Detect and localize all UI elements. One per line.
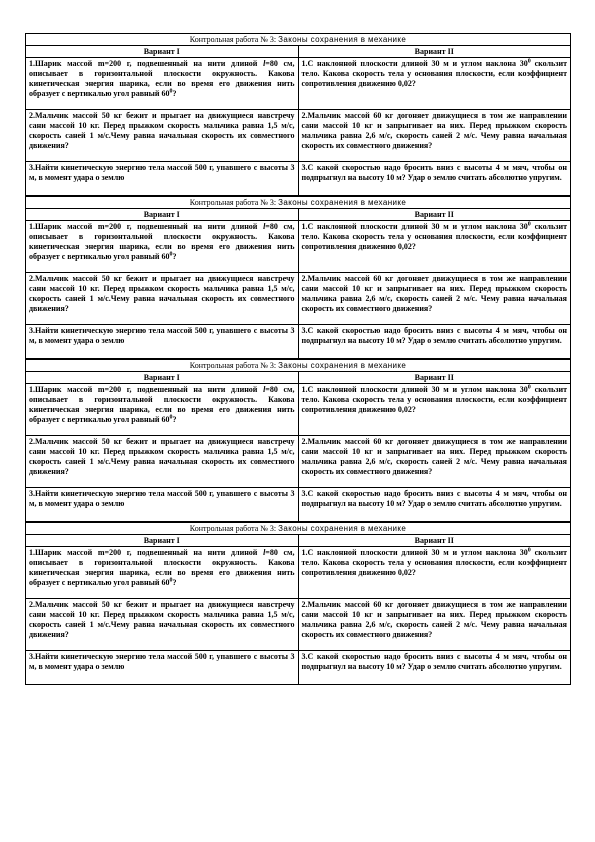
- test-title-lead: Контрольная работа № 3:: [189, 524, 277, 533]
- test-block: [25, 196, 571, 359]
- problem-2-variant-2: 2.Мальчик массой 60 кг догоняет движущиеся в том же направлении сани массой 10 кг и запрыгивает на них. Перед прыжком скорость мальчика равна 2,6 м/с, скорость саней 2 м/с. Чему равна начальная скорость их совместного движения?: [298, 436, 571, 488]
- problem-2-variant-1: 2.Мальчик массой 50 кг бежит и прыгает на движущиеся навстречу сани массой 10 кг. Перед прыжком скорость мальчика равна 1,5 м/с, скорость саней 1 м/с.Чему равна начальная скорость их совместного движения?: [26, 436, 299, 488]
- problem-1-variant-2: 1.С наклонной плоскости длиной 30 м и углом наклона $30^0$ скользит тело. Какова скорость тела у основания плоскости, если коэффициент сопротивления движению 0,02?: [298, 547, 571, 599]
- worksheet: [25, 33, 571, 685]
- problem-3-variant-1: 3.Найти кинетическую энергию тела массой 500 г, упавшего с высоты 3 м, в момент удара о землю: [26, 162, 299, 196]
- problem-1-variant-2: 1.С наклонной плоскости длиной 30 м и углом наклона $30^0$ скользит тело. Какова скорость тела у основания плоскости, если коэффициент сопротивления движению 0,02?: [298, 384, 571, 436]
- variant-2-header: Вариант II: [298, 372, 571, 384]
- problem-3-variant-2: 3.С какой скоростью надо бросить вниз с высоты 4 м мяч, чтобы он подпрыгнул на высоту 10 м? Удар о землю считать абсолютно упругим.: [298, 651, 571, 685]
- variant-1-header: Вариант I: [26, 209, 299, 221]
- test-title: [26, 34, 571, 46]
- test-title: [26, 523, 571, 535]
- problem-2-variant-2: 2.Мальчик массой 60 кг догоняет движущиеся в том же направлении сани массой 10 кг и запрыгивает на них. Перед прыжком скорость мальчика равна 2,6 м/с, скорость саней 2 м/с. Чему равна начальная скорость их совместного движения?: [298, 110, 571, 162]
- test-block: [25, 33, 571, 196]
- variant-2-header: Вариант II: [298, 46, 571, 58]
- problem-3-variant-1: 3.Найти кинетическую энергию тела массой 500 г, упавшего с высоты 3 м, в момент удара о землю: [26, 488, 299, 522]
- test-title-lead: Контрольная работа № 3:: [189, 198, 277, 207]
- problem-3-variant-1: 3.Найти кинетическую энергию тела массой 500 г, упавшего с высоты 3 м, в момент удара о землю: [26, 651, 299, 685]
- test-title: [26, 360, 571, 372]
- problem-2-variant-2: 2.Мальчик массой 60 кг догоняет движущиеся в том же направлении сани массой 10 кг и запрыгивает на них. Перед прыжком скорость мальчика равна 2,6 м/с, скорость саней 2 м/с. Чему равна начальная скорость их совместного движения?: [298, 273, 571, 325]
- variant-1-header: Вариант I: [26, 46, 299, 58]
- problem-3-variant-2: 3.С какой скоростью надо бросить вниз с высоты 4 м мяч, чтобы он подпрыгнул на высоту 10 м? Удар о землю считать абсолютно упругим.: [298, 162, 571, 196]
- problem-2-variant-2: 2.Мальчик массой 60 кг догоняет движущиеся в том же направлении сани массой 10 кг и запрыгивает на них. Перед прыжком скорость мальчика равна 2,6 м/с, скорость саней 2 м/с. Чему равна начальная скорость их совместного движения?: [298, 599, 571, 651]
- problem-3-variant-1: 3.Найти кинетическую энергию тела массой 500 г, упавшего с высоты 3 м, в момент удара о землю: [26, 325, 299, 359]
- problem-1-variant-1: 1.Шарик массой m=200 г, подвешенный на нити длиной l=80 см, описывает в горизонтальной плоскости окружность. Какова кинетическая энергия шарика, если во время его движения нить образует с вертикалью угол равный $60^0$?: [26, 384, 299, 436]
- test-title: [26, 197, 571, 209]
- problem-1-variant-1: 1.Шарик массой m=200 г, подвешенный на нити длиной l=80 см, описывает в горизонтальной плоскости окружность. Какова кинетическая энергия шарика, если во время его движения нить образует с вертикалью угол равный $60^0$?: [26, 221, 299, 273]
- test-title-topic: Законы сохранения в механике: [278, 198, 407, 207]
- test-title-lead: Контрольная работа № 3:: [189, 35, 277, 44]
- variant-2-header: Вариант II: [298, 535, 571, 547]
- variant-2-header: Вариант II: [298, 209, 571, 221]
- problem-3-variant-2: 3.С какой скоростью надо бросить вниз с высоты 4 м мяч, чтобы он подпрыгнул на высоту 10 м? Удар о землю считать абсолютно упругим.: [298, 488, 571, 522]
- variant-1-header: Вариант I: [26, 535, 299, 547]
- problem-1-variant-2: 1.С наклонной плоскости длиной 30 м и углом наклона $30^0$ скользит тело. Какова скорость тела у основания плоскости, если коэффициент сопротивления движению 0,02?: [298, 221, 571, 273]
- problem-2-variant-1: 2.Мальчик массой 50 кг бежит и прыгает на движущиеся навстречу сани массой 10 кг. Перед прыжком скорость мальчика равна 1,5 м/с, скорость саней 1 м/с.Чему равна начальная скорость их совместного движения?: [26, 599, 299, 651]
- problem-2-variant-1: 2.Мальчик массой 50 кг бежит и прыгает на движущиеся навстречу сани массой 10 кг. Перед прыжком скорость мальчика равна 1,5 м/с, скорость саней 1 м/с.Чему равна начальная скорость их совместного движения?: [26, 110, 299, 162]
- variant-1-header: Вариант I: [26, 372, 299, 384]
- test-block: [25, 359, 571, 522]
- problem-1-variant-1: 1.Шарик массой m=200 г, подвешенный на нити длиной l=80 см, описывает в горизонтальной плоскости окружность. Какова кинетическая энергия шарика, если во время его движения нить образует с вертикалью угол равный $60^0$?: [26, 547, 299, 599]
- test-title-lead: Контрольная работа № 3:: [189, 361, 277, 370]
- test-block: [25, 522, 571, 685]
- problem-1-variant-2: 1.С наклонной плоскости длиной 30 м и углом наклона $30^0$ скользит тело. Какова скорость тела у основания плоскости, если коэффициент сопротивления движению 0,02?: [298, 58, 571, 110]
- problem-2-variant-1: 2.Мальчик массой 50 кг бежит и прыгает на движущиеся навстречу сани массой 10 кг. Перед прыжком скорость мальчика равна 1,5 м/с, скорость саней 1 м/с.Чему равна начальная скорость их совместного движения?: [26, 273, 299, 325]
- test-title-topic: Законы сохранения в механике: [278, 524, 407, 533]
- test-title-topic: Законы сохранения в механике: [278, 361, 407, 370]
- problem-3-variant-2: 3.С какой скоростью надо бросить вниз с высоты 4 м мяч, чтобы он подпрыгнул на высоту 10 м? Удар о землю считать абсолютно упругим.: [298, 325, 571, 359]
- test-title-topic: Законы сохранения в механике: [278, 35, 407, 44]
- problem-1-variant-1: 1.Шарик массой m=200 г, подвешенный на нити длиной l=80 см, описывает в горизонтальной плоскости окружность. Какова кинетическая энергия шарика, если во время его движения нить образует с вертикалью угол равный $60^0$?: [26, 58, 299, 110]
